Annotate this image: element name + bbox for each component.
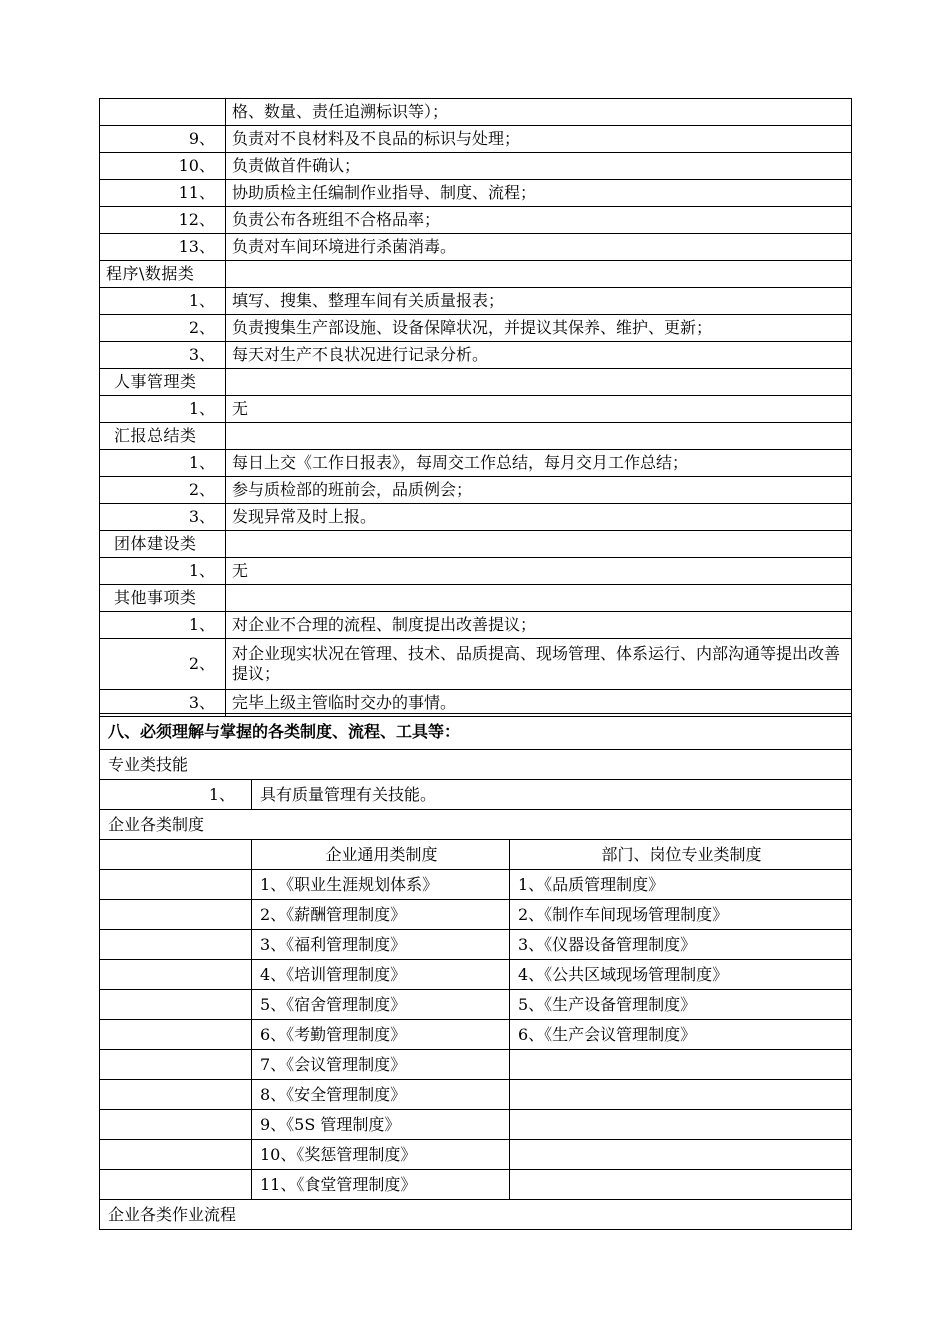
duty-text: 发现异常及时上报。 [226,504,852,531]
empty-cell [226,261,852,288]
general-system-item: 7、《会议管理制度》 [252,1050,510,1080]
duty-row [100,234,852,261]
empty-cell [100,1050,252,1080]
system-row [100,900,852,930]
duty-row [100,153,852,180]
duty-number [100,99,226,126]
dept-system-item [510,1050,852,1080]
duty-number: 2、 [100,315,226,342]
duty-number: 1、 [100,450,226,477]
system-row [100,1170,852,1200]
duty-number: 3、 [100,504,226,531]
duty-row [100,342,852,369]
dept-system-item [510,1170,852,1200]
category-label: 人事管理类 [100,369,226,396]
general-system-item: 5、《宿舍管理制度》 [252,990,510,1020]
duty-number: 1、 [100,288,226,315]
dept-system-item [510,1140,852,1170]
system-row [100,1110,852,1140]
dept-system-item [510,1080,852,1110]
duty-text: 完毕上级主管临时交办的事情。 [226,690,852,717]
skills-label: 专业类技能 [100,750,852,780]
duty-row [100,558,852,585]
empty-cell [100,1080,252,1110]
duty-row [100,396,852,423]
duty-row [100,504,852,531]
system-row [100,1140,852,1170]
duty-text: 每日上交《工作日报表》，每周交工作总结，每月交月工作总结； [226,450,852,477]
duty-row [100,99,852,126]
duty-text: 每天对生产不良状况进行记录分析。 [226,342,852,369]
dept-system-item: 3、《仪器设备管理制度》 [510,930,852,960]
section8-table [99,713,852,1230]
skill-number: 1、 [100,780,252,810]
empty-cell [226,369,852,396]
system-row [100,1050,852,1080]
duty-text: 对企业现实状况在管理、技术、品质提高、现场管理、体系运行、内部沟通等提出改善提议； [226,639,852,690]
dept-systems-header: 部门、岗位专业类制度 [510,840,852,870]
duty-number: 1、 [100,612,226,639]
duty-row [100,207,852,234]
section8-heading: 八、必须理解与掌握的各类制度、流程、工具等： [100,714,852,750]
duty-number: 3、 [100,690,226,717]
flows-label: 企业各类作业流程 [100,1200,852,1230]
category-label: 团体建设类 [100,531,226,558]
general-system-item: 10、《奖惩管理制度》 [252,1140,510,1170]
general-system-item: 8、《安全管理制度》 [252,1080,510,1110]
general-system-item: 1、《职业生涯规划体系》 [252,870,510,900]
dept-system-item [510,1110,852,1140]
empty-cell [226,585,852,612]
system-row [100,990,852,1020]
systems-label: 企业各类制度 [100,810,852,840]
system-row [100,960,852,990]
duty-row [100,477,852,504]
duty-text: 负责对不良材料及不良品的标识与处理； [226,126,852,153]
system-row [100,870,852,900]
system-row [100,1080,852,1110]
empty-cell [100,930,252,960]
duty-text: 对企业不合理的流程、制度提出改善提议； [226,612,852,639]
general-system-item: 4、《培训管理制度》 [252,960,510,990]
empty-cell [100,1020,252,1050]
system-row [100,1020,852,1050]
empty-cell [100,870,252,900]
duty-text: 协助质检主任编制作业指导、制度、流程； [226,180,852,207]
duty-text: 负责搜集生产部设施、设备保障状况，并提议其保养、维护、更新； [226,315,852,342]
empty-cell [100,1170,252,1200]
duty-text: 格、数量、责任追溯标识等）； [226,99,852,126]
dept-system-item: 6、《生产会议管理制度》 [510,1020,852,1050]
empty-cell [100,960,252,990]
empty-cell [100,840,252,870]
duty-number: 10、 [100,153,226,180]
category-row [100,423,852,450]
general-systems-header: 企业通用类制度 [252,840,510,870]
duty-row [100,450,852,477]
category-row [100,369,852,396]
duty-row [100,288,852,315]
duty-number: 3、 [100,342,226,369]
category-row [100,585,852,612]
duty-text: 填写、搜集、整理车间有关质量报表； [226,288,852,315]
system-row [100,930,852,960]
duty-number: 2、 [100,639,226,690]
category-label: 程序\数据类 [100,261,226,288]
duty-number: 11、 [100,180,226,207]
dept-system-item: 5、《生产设备管理制度》 [510,990,852,1020]
dept-system-item: 4、《公共区域现场管理制度》 [510,960,852,990]
empty-cell [100,1140,252,1170]
category-label: 其他事项类 [100,585,226,612]
duty-row [100,612,852,639]
general-system-item: 9、《5S 管理制度》 [252,1110,510,1140]
duty-number: 1、 [100,558,226,585]
duty-row [100,126,852,153]
general-system-item: 6、《考勤管理制度》 [252,1020,510,1050]
category-row [100,531,852,558]
general-system-item: 2、《薪酬管理制度》 [252,900,510,930]
skill-text: 具有质量管理有关技能。 [252,780,852,810]
dept-system-item: 2、《制作车间现场管理制度》 [510,900,852,930]
duties-table [99,98,852,717]
empty-cell [226,423,852,450]
empty-cell [226,531,852,558]
duty-text: 参与质检部的班前会，品质例会； [226,477,852,504]
empty-cell [100,900,252,930]
duty-text: 无 [226,396,852,423]
duty-number: 2、 [100,477,226,504]
duty-text: 负责对车间环境进行杀菌消毒。 [226,234,852,261]
duty-text: 负责做首件确认； [226,153,852,180]
general-system-item: 11、《食堂管理制度》 [252,1170,510,1200]
empty-cell [100,990,252,1020]
duty-text: 无 [226,558,852,585]
duty-number: 9、 [100,126,226,153]
duty-number: 12、 [100,207,226,234]
category-label: 汇报总结类 [100,423,226,450]
duty-number: 13、 [100,234,226,261]
duty-row [100,639,852,690]
category-row [100,261,852,288]
duty-number: 1、 [100,396,226,423]
dept-system-item: 1、《品质管理制度》 [510,870,852,900]
duty-text: 负责公布各班组不合格品率； [226,207,852,234]
general-system-item: 3、《福利管理制度》 [252,930,510,960]
duty-row [100,315,852,342]
empty-cell [100,1110,252,1140]
duty-row [100,180,852,207]
